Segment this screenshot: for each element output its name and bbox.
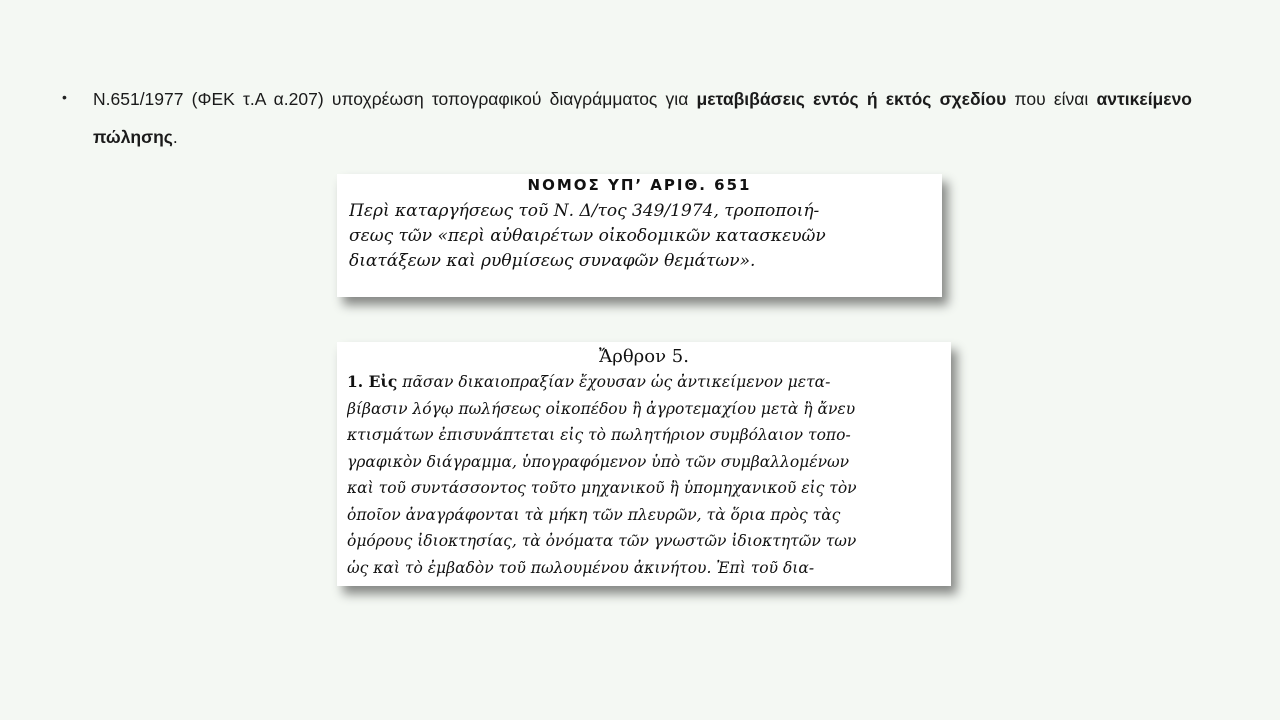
article-scan (337, 342, 951, 586)
bullet-text (93, 80, 1192, 156)
law-title-scan (337, 174, 942, 297)
article-line: ὁποῖον ἀναγράφονται τὰ μήκη τῶν πλευρῶν, τὰ ὅρια πρὸς τὰς (347, 505, 841, 524)
article-line: βίβασιν λόγῳ πωλήσεως οἰκοπέδου ἢ ἀγροτεμαχίου μετὰ ἢ ἄνευ (347, 399, 856, 418)
article-line: ὡς καὶ τὸ ἐμβαδὸν τοῦ πωλουμένου ἀκινήτου. Ἐπὶ τοῦ δια- (347, 558, 815, 577)
article-line: ὁμόρους ἰδιοκτησίας, τὰ ὀνόματα τῶν γνωστῶν ἰδιοκτητῶν των (347, 532, 857, 550)
bullet-bold-phrase-2: αντικείμενο πώλησης (93, 89, 1192, 147)
article-line: γραφικὸν διάγραμμα, ὑπογραφόμενον ὑπὸ τῶν συμβαλλομένων (347, 452, 850, 471)
law-title-line: διατάξεων καὶ ρυθμίσεως συναφῶν θεμάτων». (349, 251, 756, 271)
law-title-line: Περὶ καταργήσεως τοῦ Ν. Δ/τος 349/1974, τροποποιή- (349, 201, 820, 221)
bullet-item (62, 80, 1192, 156)
article-heading: Ἄρθρον 5. (599, 346, 689, 367)
article-line: καὶ τοῦ συντάσσοντος τοῦτο μηχανικοῦ ἢ ὑπομηχανικοῦ εἰς τὸν (347, 479, 857, 497)
paragraph-number: 1. Εἰς (347, 372, 398, 391)
article-line: κτισμάτων ἐπισυνάπτεται εἰς τὸ πωλητήριον συμβόλαιον τοπο- (347, 426, 851, 444)
law-title-text (349, 199, 932, 274)
bullet-dot-icon: • (62, 89, 67, 105)
article-text (347, 369, 943, 581)
article-line (347, 369, 943, 396)
bullet-bold-phrase-1: μεταβιβάσεις εντός ή εκτός σχεδίου (696, 89, 1007, 109)
law-number-heading: ΝΟΜΟΣ ΥΠ’ ΑΡΙΘ. 651 (527, 176, 752, 194)
bullet-text-part-1: Ν.651/1977 (ΦΕΚ τ.Α α.207) υποχρέωση τοπογραφικού διαγράμματος για (93, 89, 697, 109)
article-line-text: πᾶσαν δικαιοπραξίαν ἔχουσαν ὡς ἀντικείμενον μετα- (397, 373, 831, 391)
law-title-line: σεως τῶν «περὶ αὐθαιρέτων οἰκοδομικῶν κατασκευῶν (349, 226, 826, 246)
bullet-text-part-3: . (172, 127, 178, 147)
bullet-text-part-2: που είναι (1006, 89, 1097, 109)
